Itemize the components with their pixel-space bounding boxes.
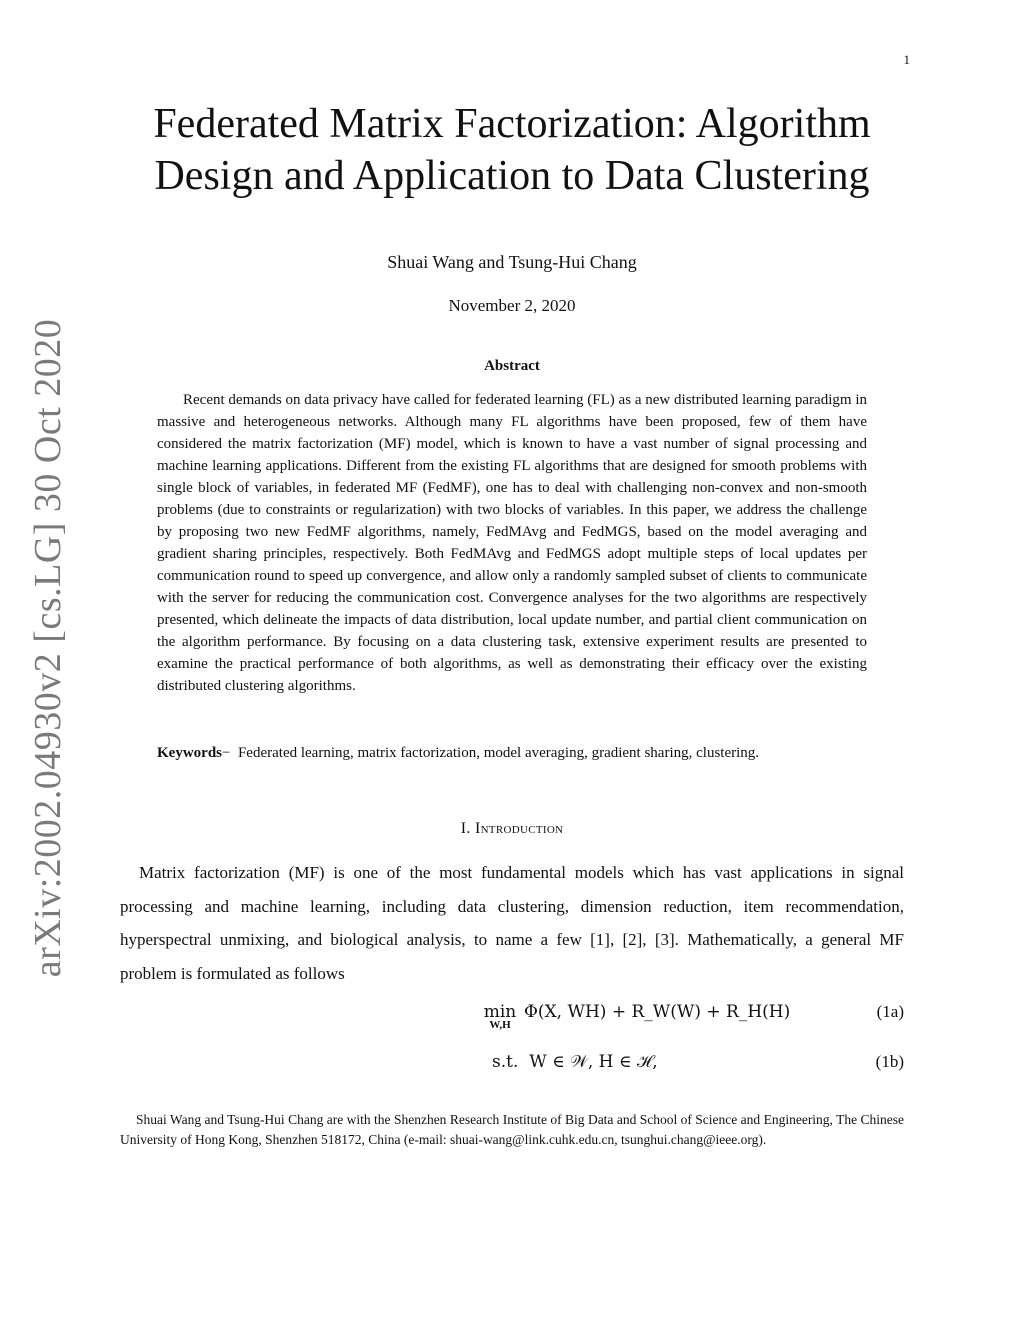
keywords-label: Keywords <box>157 745 222 761</box>
abstract-text: Recent demands on data privacy have called for federated learning (FL) as a new distributed learning paradigm in massive and heterogeneous networks. Although many FL algorithms have been proposed, few of them have considered the matrix factorization (MF) model, which is known to have a vast number of signal processing and machine learning applications. Different from the existing FL algorithms that are designed for smooth problems with single block of variables, in federated MF (FedMF), one has to deal with challenging non-convex and non-smooth problems (due to constraints or regularization) with two blocks of variables. In this paper, we address the challenge by proposing two new FedMF algorithms, namely, FedMAvg and FedMGS, based on the model averaging and gradient sharing principles, respectively. Both FedMAvg and FedMGS adopt multiple steps of local updates per communication round to speed up convergence, and allow only a randomly sampled subset of clients to communicate with the server for reducing the communication cost. Convergence analyses for the two algorithms are respectively presented, which delineate the impacts of data distribution, local update number, and partial client communication on the algorithm performance. By focusing on a data clustering task, extensive experiment results are presented to examine the practical performance of both algorithms, as well as demonstrating their efficacy over the existing distributed clustering algorithms. <box>157 392 867 694</box>
objective-expression: Φ(X, WH) + R_W(W) + R_H(H) <box>524 1002 791 1022</box>
equation-number-1a: (1a) <box>876 1002 904 1021</box>
paper-title-line-1: Federated Matrix Factorization: Algorithm <box>153 101 871 147</box>
paper-title-line-2: Design and Application to Data Clustering <box>154 153 870 199</box>
keywords-line <box>157 742 867 764</box>
subject-to-label: s.t. <box>492 1052 519 1072</box>
min-operator <box>482 1002 518 1031</box>
constraint-sets: W ∈ 𝒲, H ∈ ℋ, <box>529 1052 658 1072</box>
abstract-heading: Abstract <box>484 358 540 374</box>
publication-date: November 2, 2020 <box>448 296 576 315</box>
author-list: Shuai Wang and Tsung-Hui Chang <box>387 252 637 272</box>
min-operator-symbol: min <box>483 1002 517 1022</box>
arxiv-identifier: arXiv:2002.04930v2 [cs.LG] 30 Oct 2020 <box>27 318 69 978</box>
section-heading-introduction <box>120 820 904 838</box>
keywords-list: Federated learning, matrix factorization, model averaging, gradient sharing, clustering. <box>237 745 760 761</box>
intro-paragraph: Matrix factorization (MF) is one of the most fundamental models which has vast applications in signal processing and machine learning, including data clustering, dimension reduction, item recommendation, hyperspectral unmixing, and biological analysis, to name a few [1], [2], [3]. Mathematically, a general MF problem is formulated as follows <box>120 863 904 983</box>
equation-1b <box>120 1052 904 1092</box>
constraint-expression <box>492 1052 658 1072</box>
keywords-separator: − <box>222 745 231 761</box>
equation-1a <box>120 1002 904 1042</box>
author-affiliation-footnote: Shuai Wang and Tsung-Hui Chang are with the Shenzhen Research Institute of Big Data and School of Science and Engineering, The Chinese University of Hong Kong, Shenzhen 518172, China (e-mail: shuai-wang@link.cuhk.edu.cn, tsunghui.chang@ieee.org). <box>120 1112 904 1147</box>
section-number: I. <box>460 820 471 837</box>
section-title: Introduction <box>474 820 564 837</box>
paper-title <box>120 98 904 202</box>
equation-number-1b: (1b) <box>875 1052 904 1071</box>
page-number: 1 <box>903 52 910 67</box>
min-operator-subscript: W,H <box>489 1019 511 1031</box>
